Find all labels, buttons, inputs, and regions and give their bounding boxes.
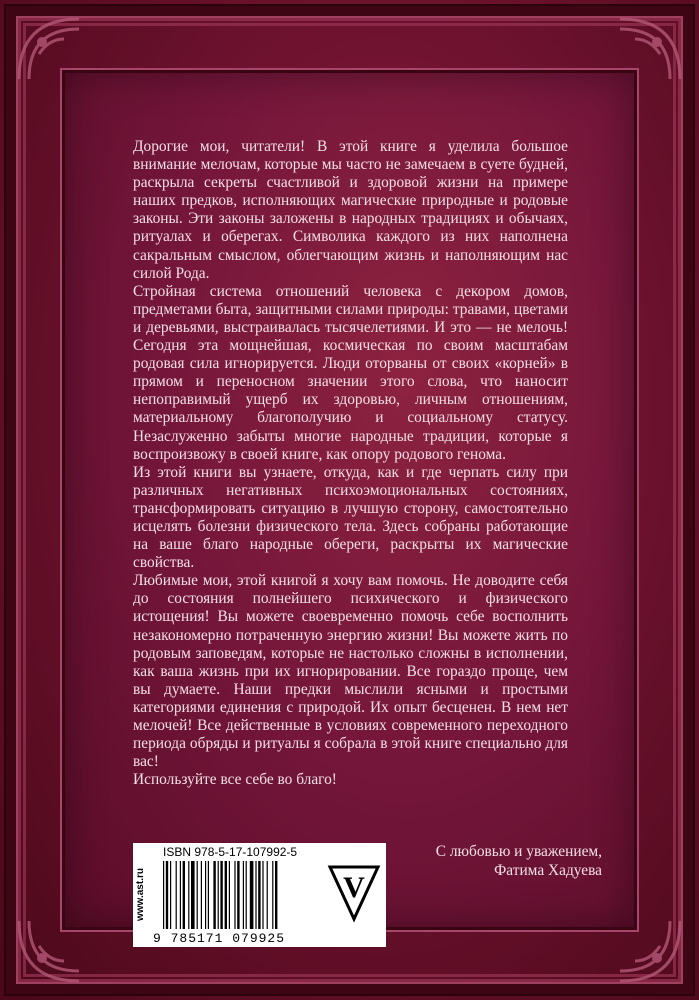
barcode-digits: 9 785171 079925: [153, 931, 286, 946]
author-name: Фатима Хадуева: [494, 862, 602, 879]
paragraph: Дорогие мои, читатели! В этой книге я уделила большое внимание мелочам, которые мы часто не замечаем в суете будней, раскрыла секреты счастливой и здоровой жизни на примере наших предков, исполняющих магические природные и родовые законы. Эти законы заложены в народных традициях и обычаях, ритуалах и оберегах. Символика каждого из них наполнена сакральным смыслом, облегчающим жизнь и наполняющим нас силой Рода.: [133, 138, 568, 282]
paragraph: Используйте все себе во благо!: [133, 771, 337, 789]
isbn-label: ISBN 978-5-17-107992-5: [163, 845, 298, 859]
paragraph: Стройная система отношений человека с декором домов, предметами быта, защитными силами природы: травами, цветами и деревьями, выстраивалась тысячелетиями. И это — не мелочь! Сегодня эта мощнейшая, космическая по своим масштабам родовая сила игнорируется. Люди оторваны от своих «корней» в прямом и переносном значении этого слова, что наносит непоправимый ущерб их здоровью, личным отношениям, материальному благополучию и социальному статусу. Незаслуженно забыты многие народные традиции, которые я воспроизвожу в своей книге, как опору родового генома.: [133, 282, 568, 463]
paragraph: Любимые мои, этой книгой я хочу вам помочь. Не доводите себя до состояния полнейшего психического и физического истощения! Вы можете своевременно помочь себе восполнить незакономерно потраченную энергию жизни! Вы можете жить по родовым заповедям, которые не настолько сложны в исполнении, как ваша жизнь при их игнорировании. Все гораздо проще, чем вы думаете. Наши предки мыслили ясными и простыми категориями единения с природой. Их опыт бесценен. В нем нет мелочей! Все действенные в условиях современного переходного периода обряды и ритуалы я собрала в этой книге специально для вас!: [133, 572, 568, 771]
annotation-text: [133, 138, 568, 789]
publisher-site: www.ast.ru: [135, 868, 146, 922]
signature-line: С любовью и уважением,: [435, 843, 602, 860]
paragraph: Из этой книги вы узнаете, откуда, как и где черпать силу при различных негативных психоэмоциональных состояниях, трансформировать ситуацию в лучшую сторону, самостоятельно исцелять болезни физического тела. Здесь собраны работающие на ваше благо народные обереги, раскрыты их магические свойства.: [133, 463, 568, 572]
svg-text:V: V: [343, 871, 365, 904]
barcode-icon: [161, 861, 321, 929]
publisher-logo-icon: [326, 863, 382, 923]
signature: [390, 842, 602, 880]
barcode-panel: [133, 843, 386, 947]
